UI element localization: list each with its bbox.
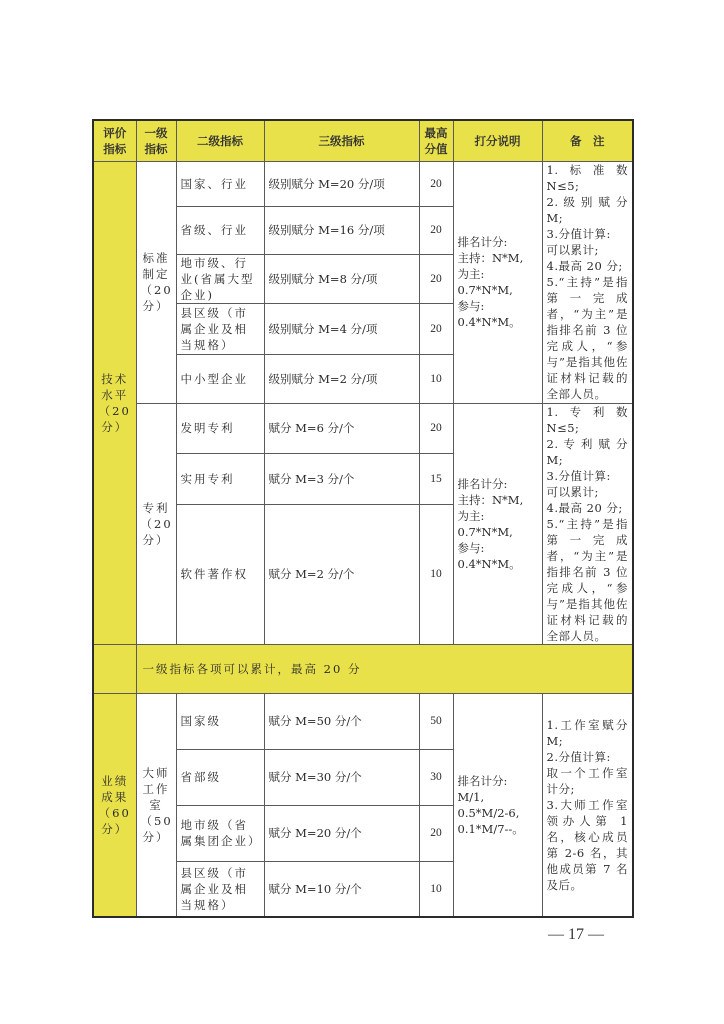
level2-cell: 地市级、行业(省属大型企业) [176,254,264,303]
level3-cell: 级别赋分 M=20 分/项 [264,161,419,206]
level3-cell: 赋分 M=20 分/个 [264,805,419,861]
scoring-line: 排名计分: [457,476,508,491]
level3-cell: 赋分 M=6 分/个 [264,403,419,454]
level2-cell: 国家、行业 [176,161,264,206]
note-line: 3.大师工作室领办人第 1 名，核心成员第 2-6 名，其他成员第 7 名及后。 [546,797,628,892]
max-score-cell: 20 [419,161,453,206]
table-row [93,403,633,454]
max-score-cell: 10 [419,861,453,917]
note-line: 2.分值计算: [546,749,611,764]
table-row [93,161,633,206]
level3-cell: 级别赋分 M=4 分/项 [264,303,419,354]
max-score-cell: 50 [419,693,453,749]
page-number: — 17 — [548,926,604,943]
level2-cell: 发明专利 [176,403,264,454]
notes-standard [542,161,633,403]
note-line: 4.最高 20 分; [546,259,623,273]
level3-cell: 赋分 M=10 分/个 [264,861,419,917]
scoring-line: 排名计分: [457,773,508,788]
header-level1: 一级指标 [136,120,176,161]
summary-text: 一级指标各项可以累计，最高 20 分 [136,644,633,693]
level2-cell: 软件著作权 [176,504,264,644]
scoring-standard [453,161,542,403]
level2-cell: 省级、行业 [176,206,264,254]
note-line: 取一个工作室计分; [546,765,628,796]
level2-cell: 地市级（省属集团企业） [176,805,264,861]
eval-indicator-performance: 业绩成果（60分） [93,693,136,917]
notes-master-studio [542,693,633,917]
scoring-line: 排名计分: [457,235,508,249]
eval-indicator-tech: 技术水平（20分） [93,161,136,644]
level2-cell: 省部级 [176,749,264,805]
scoring-line: 0.1*M/7--。 [457,821,524,836]
scoring-patent [453,403,542,644]
level1-master-studio: 大师工作室（50分） [136,693,176,917]
max-score-cell: 20 [419,805,453,861]
header-scoring: 打分说明 [453,120,542,161]
notes-patent [542,403,633,644]
eval-indicator-continued [93,644,136,693]
scoring-line: 为主: 0.7*N*M, [457,508,513,539]
summary-row [93,644,633,693]
max-score-cell: 10 [419,354,453,403]
level3-cell: 赋分 M=3 分/个 [264,454,419,505]
max-score-cell: 20 [419,206,453,254]
level1-patent: 专利（20分） [136,403,176,644]
level2-cell: 实用专利 [176,454,264,505]
scoring-line: 主持：N*M, [457,251,524,265]
level3-cell: 级别赋分 M=8 分/项 [264,254,419,303]
header-level3: 三级指标 [264,120,419,161]
note-line: 3.分值计算: [546,227,611,241]
level2-cell: 县区级（市属企业及相当规格） [176,303,264,354]
scoring-line: M/1, [457,789,485,804]
header-eval-indicator: 评价指标 [93,120,136,161]
scoring-master-studio [453,693,542,917]
level2-cell: 国家级 [176,693,264,749]
note-line: 1.工作室赋分 M; [546,717,628,748]
note-line: 可以累计; [546,484,599,499]
level3-cell: 级别赋分 M=16 分/项 [264,206,419,254]
level3-cell: 赋分 M=50 分/个 [264,693,419,749]
table-row [93,693,633,749]
evaluation-table [92,119,634,918]
scoring-line: 参与: 0.4*N*M。 [457,540,521,571]
max-score-cell: 30 [419,749,453,805]
level3-cell: 赋分 M=2 分/个 [264,504,419,644]
note-line: 2. 级 别 赋 分 M; [546,195,628,225]
max-score-cell: 20 [419,303,453,354]
scoring-line: 参与: 0.4*N*M。 [457,299,521,329]
header-row [93,120,633,161]
level1-standard: 标准制定（20分） [136,161,176,403]
level2-cell: 中小型企业 [176,354,264,403]
note-line: 1.专利数 N≤5; [546,404,628,435]
header-max-score: 最高分值 [419,120,453,161]
max-score-cell: 20 [419,254,453,303]
header-notes: 备 注 [542,120,633,161]
max-score-cell: 15 [419,454,453,505]
note-line: 1.标准数 N≤5; [546,163,628,193]
header-level2: 二级指标 [176,120,264,161]
max-score-cell: 20 [419,403,453,454]
note-line: 5.“主持”是指第一完成者，“为主”是指排名前 3 位完成人，“参与”是指其他佐证材料记载的全部人员。 [546,516,628,643]
level3-cell: 赋分 M=30 分/个 [264,749,419,805]
note-line: 可以累计; [546,243,599,257]
note-line: 2. 专 利 赋 分 M; [546,436,628,467]
level3-cell: 级别赋分 M=2 分/项 [264,354,419,403]
note-line: 4.最高 20 分; [546,500,623,515]
level2-cell: 县区级（市属企业及相当规格） [176,861,264,917]
note-line: 3.分值计算: [546,468,611,483]
max-score-cell: 10 [419,504,453,644]
scoring-line: 0.5*M/2-6, [457,805,520,820]
scoring-line: 主持：N*M, [457,492,524,507]
scoring-line: 为主: 0.7*N*M, [457,267,513,297]
note-line: 5.“主持”是指第一完成者，“为主”是指排名前 3 位完成人，“参与”是指其他佐证材料记载的全部人员。 [546,275,628,401]
